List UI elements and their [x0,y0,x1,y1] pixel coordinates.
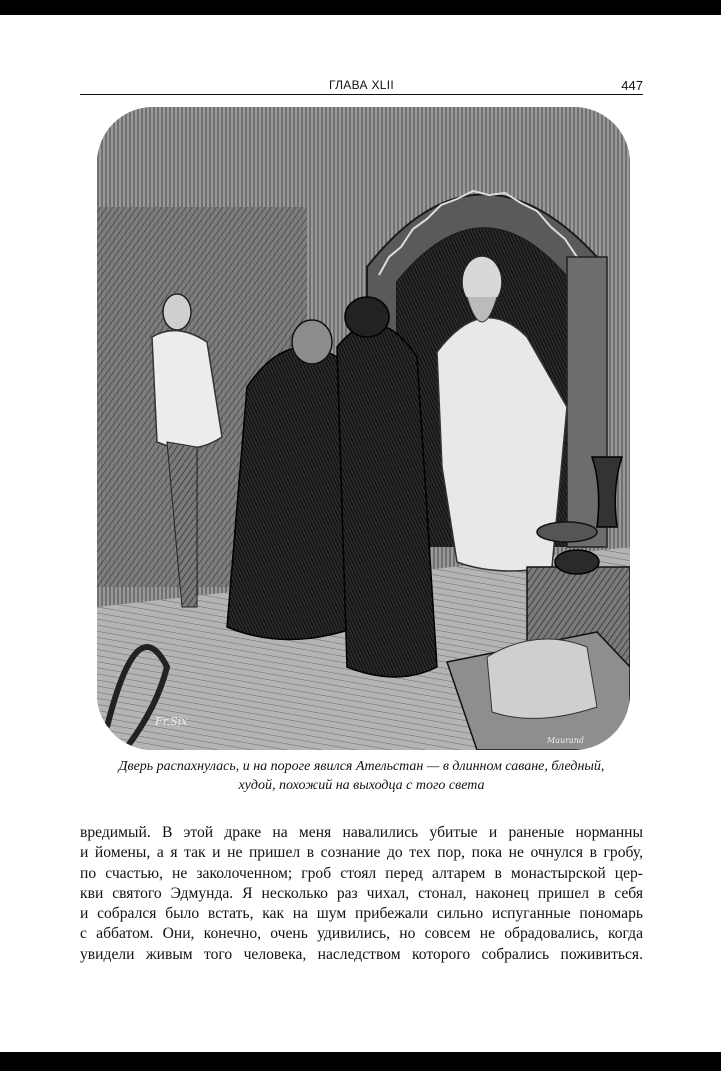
engraving-drawing [97,107,630,750]
caption-line: худой, похожий на выходца с того света [238,778,485,793]
caption-line: Дверь распахнулась, и на пороге явился Ательстан — в длинном саване, бледный, [118,759,605,774]
body-paragraph [80,823,643,965]
running-head [80,78,643,95]
illustration-caption [80,757,643,795]
page-number: 447 [621,78,643,93]
bottom-black-bar [0,1052,721,1071]
body-line: увидели живым того человека, наследством которого собрались поживиться. [80,945,643,963]
engraving-illustration [97,107,630,750]
body-line: кви святого Эдмунда. Я несколько раз чихал, стонал, наконец пришел в себя [80,884,643,902]
body-line: и йомены, а я так и не пришел в сознание до тех пор, пока не очнулся в гробу, [80,844,643,862]
body-line: и собрался было встать, как на шум прибежали сильно испуганные пономарь [80,905,643,923]
body-line: вредимый. В этой драке на меня навалились убитые и раненые норманны [80,824,643,841]
body-line: по счастью, не заколоченном; гроб стоял перед алтарем в монастырской цер- [80,864,643,882]
artist-signature-right: Maurand [547,736,584,745]
artist-signature-left: Fr.Six [155,715,188,728]
chapter-title: ГЛАВА XLII [329,78,394,92]
top-black-bar [0,0,721,15]
body-line: с аббатом. Они, конечно, очень удивились, но совсем не обрадовались, когда [80,925,643,943]
